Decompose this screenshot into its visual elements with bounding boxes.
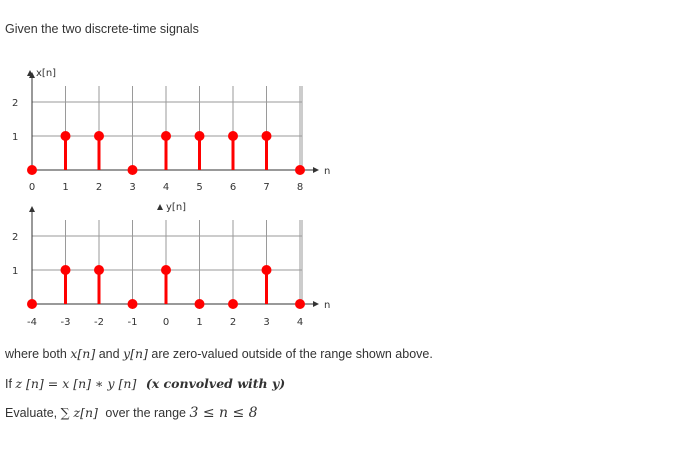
x-y-tick-label: 1 (12, 132, 19, 143)
y-x-tick-label: -4 (27, 317, 37, 328)
y-stem-marker (94, 265, 104, 275)
range-expression: 3 ≤ n ≤ 8 (189, 405, 258, 421)
y-x-tick-label: 2 (229, 317, 237, 328)
y-x-tick-label: -2 (94, 317, 104, 328)
x-stem-marker (262, 131, 272, 141)
y-axis-label-n: n (324, 300, 331, 311)
x-x-tick-label: 7 (263, 182, 270, 193)
y-title-arrow (157, 204, 163, 210)
x-x-tick-label: 2 (95, 182, 103, 193)
condition-line (5, 346, 433, 361)
x-x-tick-label: 6 (229, 182, 237, 193)
evaluate-text: Evaluate, (5, 406, 58, 420)
y-stem-marker (128, 299, 138, 309)
y-vertical-axis-arrow (29, 206, 35, 212)
x-of-n-symbol: x[n] (70, 346, 96, 361)
x-x-tick-label: 4 (162, 182, 170, 193)
convolution-definition: z [n] = x [n] ∗ y [n] (15, 376, 137, 391)
condition-suffix: are zero-valued outside of the range shown above. (151, 347, 433, 361)
y-x-tick-label: 3 (263, 317, 270, 328)
condition-and: and (98, 347, 120, 361)
y-x-tick-label: 0 (162, 317, 170, 328)
y-horizontal-axis-arrow (313, 301, 319, 307)
over-range-text: over the range (105, 406, 186, 420)
y-x-tick-label: -3 (60, 317, 71, 328)
x-stem-marker (94, 131, 104, 141)
y-stem-marker (262, 265, 272, 275)
x-x-tick-label: 3 (129, 182, 136, 193)
y-x-tick-label: -1 (127, 317, 138, 328)
x-stem-marker (61, 131, 71, 141)
sum-expression: ∑ z[n] (60, 405, 98, 420)
x-stem-marker (228, 131, 238, 141)
evaluate-line (5, 405, 258, 421)
x-y-tick-label: 2 (12, 98, 19, 109)
if-text: If (5, 377, 12, 391)
x-title: x[n] (36, 68, 57, 79)
y-y-tick-label: 1 (12, 266, 19, 277)
x-stem-marker (161, 131, 171, 141)
x-stem-marker (128, 165, 138, 175)
x-horizontal-axis-arrow (313, 167, 319, 173)
x-x-tick-label: 0 (28, 182, 36, 193)
x-stem-marker (27, 165, 37, 175)
y-stem-marker (195, 299, 205, 309)
y-x-tick-label: 1 (196, 317, 203, 328)
y-of-n-symbol: y[n] (123, 346, 148, 361)
y-stem-marker (27, 299, 37, 309)
y-title: y[n] (166, 202, 187, 213)
convolved-note: (x convolved with y) (145, 376, 286, 391)
x-x-tick-label: 8 (296, 182, 304, 193)
condition-prefix: where both (5, 347, 67, 361)
y-stem-marker (161, 265, 171, 275)
y-stem-marker (61, 265, 71, 275)
x-stem-marker (195, 131, 205, 141)
intro-text: Given the two discrete-time signals (5, 22, 199, 36)
definition-line (5, 376, 285, 391)
x-x-tick-label: 5 (196, 182, 203, 193)
y-stem-marker (228, 299, 238, 309)
x-stem-marker (295, 165, 305, 175)
y-x-tick-label: 4 (296, 317, 304, 328)
y-y-tick-label: 2 (12, 232, 19, 243)
x-x-tick-label: 1 (62, 182, 69, 193)
x-axis-label-n: n (324, 166, 331, 177)
y-stem-marker (295, 299, 305, 309)
